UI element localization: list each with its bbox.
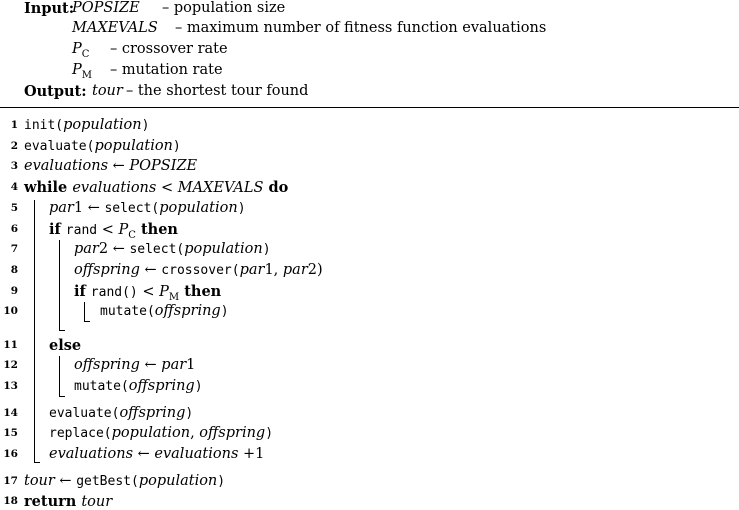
param-maxevals-desc: – maximum number of fitness function evaluations (175, 20, 547, 36)
code-line: par2 ← select(population) (74, 241, 271, 257)
line-number: 1 (10, 119, 18, 131)
code-line: while evaluations < MAXEVALS do (24, 179, 289, 196)
line-number: 13 (3, 380, 18, 392)
output-tour-desc: – the shortest tour found (126, 83, 309, 99)
header-divider (0, 107, 739, 108)
param-pc: $P_C$ (72, 41, 90, 60)
code-line: par1 ← select(population) (49, 200, 246, 216)
code-line: offspring ← par1 (74, 357, 196, 373)
param-maxevals: MAXEVALS (72, 20, 158, 36)
code-line: offspring ← crossover(par1, par2) (74, 262, 323, 278)
code-line: return tour (24, 493, 113, 510)
code-line: init(population) (24, 117, 150, 133)
line-number: 4 (10, 181, 18, 193)
line-number: 7 (10, 243, 18, 255)
line-number: 18 (3, 495, 18, 507)
code-line: if rand < $P_C$ then (49, 221, 178, 241)
code-line: mutate(offspring) (74, 378, 203, 394)
if-block-end (59, 330, 65, 331)
input-label: Input: (24, 0, 75, 17)
code-line: tour ← getBest(population) (24, 473, 226, 489)
code-line: if rand() < $P_M$ then (74, 283, 222, 303)
output-tour: tour (92, 83, 123, 99)
param-popsize: POPSIZE (72, 0, 140, 16)
inner-if-block-bar (84, 302, 85, 321)
line-number: 3 (10, 160, 18, 172)
code-line: else (49, 337, 82, 354)
code-line: mutate(offspring) (100, 303, 229, 319)
line-number: 16 (3, 448, 18, 460)
line-number: 9 (10, 285, 18, 297)
if-block-bar (59, 240, 60, 330)
code-line: evaluate(offspring) (49, 405, 194, 421)
inner-if-block-end (84, 321, 90, 322)
line-number: 14 (3, 407, 18, 419)
line-number: 12 (3, 359, 18, 371)
line-number: 10 (3, 305, 18, 317)
param-pm-desc: – mutation rate (110, 62, 223, 78)
line-number: 2 (10, 140, 18, 152)
line-number: 11 (3, 339, 18, 351)
line-number: 8 (10, 264, 18, 276)
else-block-end (59, 396, 65, 397)
param-pc-desc: – crossover rate (110, 41, 228, 57)
line-number: 5 (10, 202, 18, 214)
code-line: evaluations ← POPSIZE (24, 158, 198, 174)
line-number: 6 (10, 223, 18, 235)
output-label: Output: (24, 83, 87, 100)
code-line: evaluations ← evaluations +1 (49, 446, 265, 462)
line-number: 15 (3, 427, 18, 439)
else-block-bar (59, 356, 60, 396)
code-line: replace(population, offspring) (49, 425, 274, 441)
param-pm: $P_M$ (72, 62, 93, 81)
code-line: evaluate(population) (24, 138, 181, 154)
param-popsize-desc: – population size (162, 0, 286, 16)
line-number: 17 (3, 475, 18, 487)
while-block-end (34, 462, 40, 463)
while-block-bar (34, 200, 35, 462)
